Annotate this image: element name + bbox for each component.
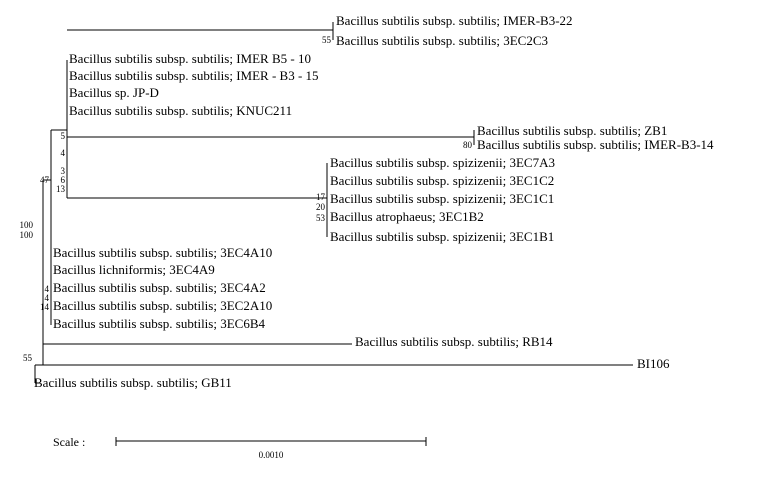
leaf-label: Bacillus subtilis subsp. subtilis; IMER-B3-22 [336, 13, 573, 28]
scale-label: Scale : [53, 435, 86, 449]
leaf-label: Bacillus subtilis subsp. subtilis; ZB1 [477, 123, 668, 138]
leaf-label: Bacillus subtilis subsp. spizizenii; 3EC1C2 [330, 173, 555, 188]
leaf-label: Bacillus subtilis subsp. subtilis; IMER-B3-14 [477, 137, 714, 152]
bootstrap-value: 80 [463, 140, 472, 150]
leaf-label: Bacillus atrophaeus; 3EC1B2 [330, 209, 484, 224]
scale-bar [53, 435, 426, 460]
leaf-label: Bacillus subtilis subsp. subtilis; GB11 [34, 375, 232, 390]
bootstrap-value: 5 [60, 131, 65, 141]
bootstrap-value: 55 [322, 35, 331, 45]
leaf-label: Bacillus sp. JP-D [69, 85, 159, 100]
bootstrap-value: 6 [60, 175, 65, 185]
leaf-label: Bacillus subtilis subsp. subtilis; RB14 [355, 334, 553, 349]
leaf-label: Bacillus subtilis subsp. subtilis; 3EC2A10 [53, 298, 273, 313]
bootstrap-value: 14 [40, 302, 49, 312]
leaf-label: Bacillus subtilis subsp. spizizenii; 3EC1B1 [330, 229, 555, 244]
bootstrap-value: 4 [60, 148, 65, 158]
bootstrap-value: 47 [40, 175, 49, 185]
leaf-label: Bacillus subtilis subsp. subtilis; 3EC6B4 [53, 316, 265, 331]
leaf-label: Bacillus subtilis subsp. subtilis; 3EC4A10 [53, 245, 273, 260]
bootstrap-value: 3 [60, 166, 65, 176]
bootstrap-value: 13 [56, 184, 65, 194]
bootstrap-value: 100 [19, 220, 33, 230]
leaf-label: Bacillus subtilis subsp. subtilis; KNUC211 [69, 103, 293, 118]
leaf-label: Bacillus subtilis subsp. subtilis; IMER B5 - 10 [69, 51, 311, 66]
leaf-label: BI106 [637, 356, 670, 371]
scale-value: 0.0010 [258, 450, 284, 460]
leaf-label: Bacillus lichniformis; 3EC4A9 [53, 262, 215, 277]
leaf-label: Bacillus subtilis subsp. subtilis; 3EC2C3 [336, 33, 548, 48]
bootstrap-value: 4 [44, 293, 49, 303]
leaf-label: Bacillus subtilis subsp. spizizenii; 3EC7A3 [330, 155, 555, 170]
leaf-labels [34, 13, 714, 390]
bootstrap-value: 17 [316, 192, 325, 202]
bootstrap-value: 53 [316, 213, 325, 223]
bootstrap-value: 55 [23, 353, 32, 363]
bootstrap-value: 20 [316, 202, 325, 212]
bootstrap-value: 100 [19, 230, 33, 240]
leaf-label: Bacillus subtilis subsp. spizizenii; 3EC1C1 [330, 191, 555, 206]
bootstrap-value: 4 [44, 284, 49, 294]
leaf-label: Bacillus subtilis subsp. subtilis; 3EC4A2 [53, 280, 266, 295]
leaf-label: Bacillus subtilis subsp. subtilis; IMER - B3 - 15 [69, 68, 319, 83]
